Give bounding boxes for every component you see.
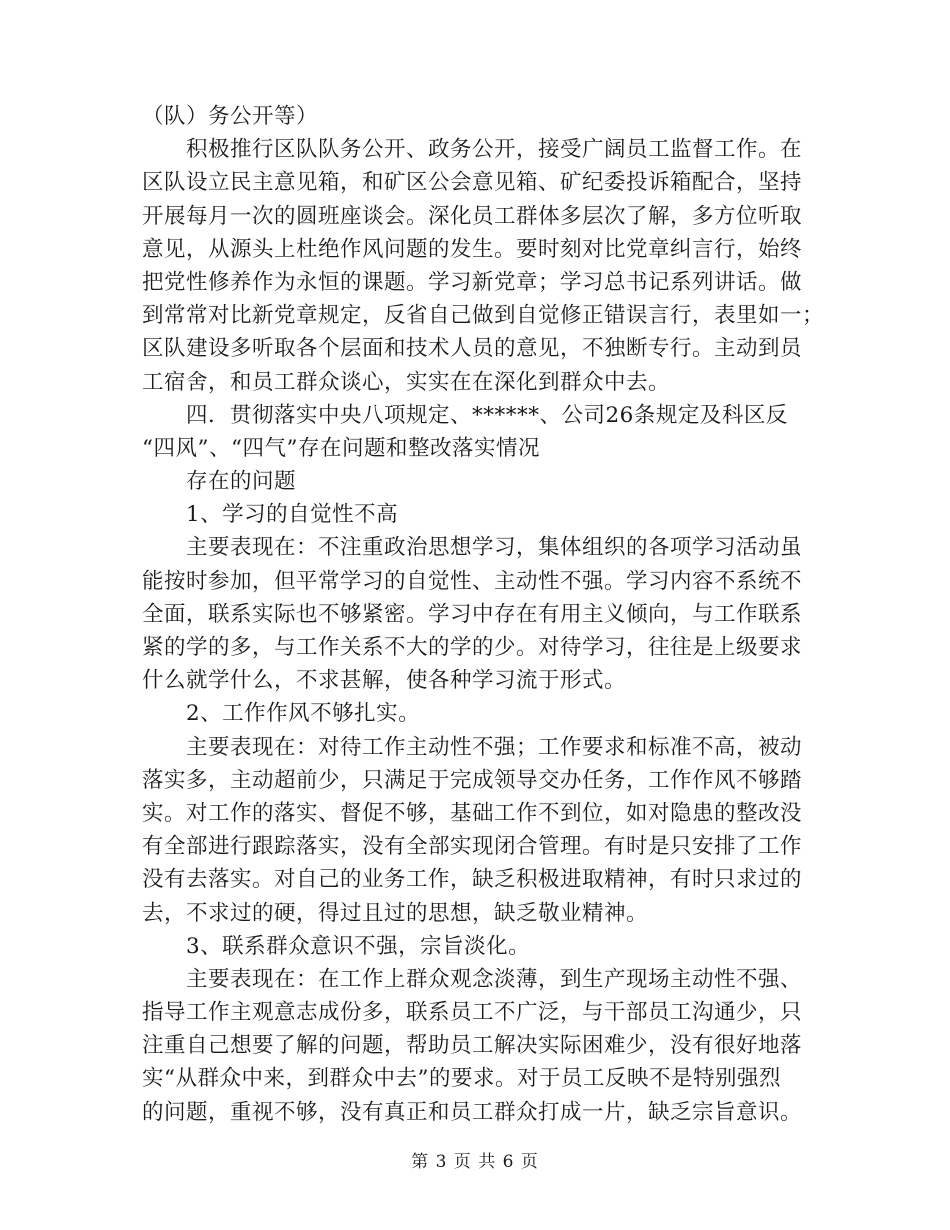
text-line: （队）务公开等）	[142, 104, 319, 129]
text-line: 主要表现在：对待工作主动性不强；工作要求和标准不高，被动	[186, 734, 803, 760]
text-line: 能按时参加，但平常学习的自觉性、主动性不强。学习内容不系统不	[142, 568, 803, 594]
text-line: 区队建设多听取各个层面和技术人员的意见，不独断专行。主动到员	[142, 336, 803, 362]
text-line: 主要表现在：不注重政治思想学习，集体组织的各项学习活动虽	[186, 535, 803, 561]
text-line: 全面，联系实际也不够紧密。学习中存在有用主义倾向，与工作联系	[142, 601, 803, 627]
text-line: 开展每月一次的圆班座谈会。深化员工群体多层次了解，多方位听取	[142, 203, 803, 229]
text-line: 注重自己想要了解的问题，帮助员工解决实际困难少，没有很好地落	[142, 1033, 803, 1059]
text-line: 3、联系群众意识不强，宗旨淡化。	[186, 933, 531, 959]
text-line: 实“从群众中来，到群众中去”的要求。对于员工反映不是特别强烈	[142, 1066, 781, 1092]
text-line: 实。对工作的落实、督促不够，基础工作不到位，如对隐患的整改没	[142, 800, 803, 826]
text-line: 工宿舍，和员工群众谈心，实实在在深化到群众中去。	[142, 369, 671, 395]
text-line: 2、工作作风不够扎实。	[186, 701, 421, 727]
text-line: 的问题，重视不够，没有真正和员工群众打成一片，缺乏宗旨意识。	[142, 1099, 803, 1125]
text-line: 1、学习的自觉性不高	[186, 502, 399, 528]
text-line: 意见，从源头上杜绝作风问题的发生。要时刻对比党章纠言行，始终	[142, 236, 803, 262]
text-line: 到常常对比新党章规定，反省自己做到自觉修正错误言行，表里如一；	[142, 303, 825, 329]
text-line: “四风”、“四气”存在问题和整改落实情况	[142, 435, 540, 461]
text-line: 主要表现在：在工作上群众观念淡薄，到生产现场主动性不强、	[186, 966, 803, 992]
text-line: 区队设立民主意见箱，和矿区公会意见箱、矿纪委投诉箱配合，坚持	[142, 170, 803, 196]
text-line: 存在的问题	[186, 469, 297, 495]
text-line: 四．贯彻落实中央八项规定、******、公司26条规定及科区反	[186, 402, 788, 428]
text-line: 落实多，主动超前少，只满足于完成领导交办任务，工作作风不够踏	[142, 767, 803, 793]
page-footer: 第 3 页 共 6 页	[411, 1152, 539, 1172]
text-line: 指导工作主观意志成份多，联系员工不广泛，与干部员工沟通少，只	[142, 1000, 803, 1026]
text-line: 把党性修养作为永恒的课题。学习新党章；学习总书记系列讲话。做	[142, 269, 803, 295]
text-line: 没有去落实。对自己的业务工作，缺乏积极进取精神，有时只求过的	[142, 867, 803, 893]
document-body	[142, 100, 825, 1129]
text-line: 什么就学什么，不求甚解，使各种学习流于形式。	[142, 668, 627, 694]
text-line: 积极推行区队队务公开、政务公开，接受广阔员工监督工作。在	[186, 137, 803, 163]
text-line: 有全部进行跟踪落实，没有全部实现闭合管理。有时是只安排了工作	[142, 834, 803, 860]
text-line: 去，不求过的硬，得过且过的思想，缺乏敬业精神。	[142, 900, 649, 926]
text-line: 紧的学的多，与工作关系不大的学的少。对待学习，往往是上级要求	[142, 635, 803, 660]
